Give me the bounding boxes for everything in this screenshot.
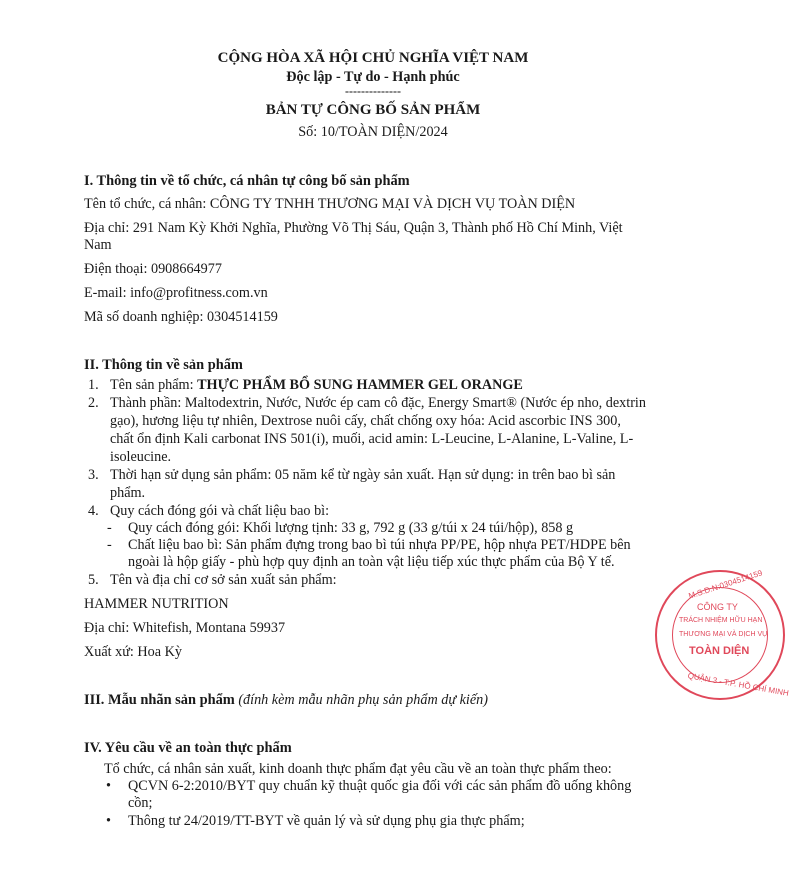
- bullet-2-marker: [106, 813, 111, 830]
- org-phone: Điện thoại: 0908664977: [84, 261, 222, 277]
- ingredients-line1: Thành phần: Maltodextrin, Nước, Nước ép cam cô đặc, Energy Smart® (Nước ép nho, dextrin: [110, 395, 646, 411]
- republic-title: CỘNG HÒA XÃ HỘI CHỦ NGHĨA VIỆT NAM: [217, 50, 529, 66]
- item-4-number: 4.: [88, 503, 99, 519]
- dash-2: -: [107, 537, 112, 553]
- dash-1: -: [107, 520, 112, 536]
- item-5-number: 5.: [88, 572, 99, 588]
- label-note: (đính kèm mẫu nhãn phụ sản phẩm dự kiến): [238, 692, 488, 708]
- bullet-1-marker: [106, 778, 111, 795]
- stamp-company: CÔNG TY: [697, 602, 738, 612]
- motto: Độc lập - Tự do - Hạnh phúc: [286, 69, 460, 85]
- header-divider: --------------: [345, 84, 401, 98]
- packaging-spec: Quy cách đóng gói: Khối lượng tịnh: 33 g, 792 g (33 g/túi x 24 túi/hộp), 858 g: [128, 520, 574, 536]
- ingredients-line3: chất ổn định Kali carbonat INS 501(i), muối, acid amin: L-Leucine, L-Alanine, L-Valine, L-: [110, 431, 634, 447]
- section-3-heading: [84, 692, 488, 709]
- stamp-line2: TRÁCH NHIỆM HỮU HẠN: [679, 617, 763, 624]
- stamp-line3: THƯƠNG MẠI VÀ DỊCH VỤ: [679, 631, 768, 638]
- section-3-title: III. Mẫu nhãn sản phẩm: [84, 692, 235, 708]
- regulation-2: Thông tư 24/2019/TT-BYT về quản lý và sử dụng phụ gia thực phẩm;: [128, 813, 525, 829]
- org-email: E-mail: info@profitness.com.vn: [84, 285, 268, 301]
- stamp-line4: TOÀN DIỆN: [689, 645, 750, 657]
- item-1-text: [110, 377, 523, 394]
- origin: Xuất xứ: Hoa Kỳ: [84, 644, 182, 660]
- item-1-number: 1.: [88, 377, 99, 393]
- manufacturer-address: Địa chỉ: Whitefish, Montana 59937: [84, 620, 286, 636]
- item-2-number: 2.: [88, 395, 99, 411]
- shelf-life-line1: Thời hạn sử dụng sản phẩm: 05 năm kể từ ngày sản xuất. Hạn sử dụng: in trên bao bì sản: [110, 467, 616, 483]
- safety-intro: Tổ chức, cá nhân sản xuất, kinh doanh thực phẩm đạt yêu cầu về an toàn thực phẩm theo:: [104, 761, 612, 777]
- manufacturer-name: HAMMER NUTRITION: [84, 596, 229, 612]
- packaging-material-line2: ngoài là hộp giấy - phù hợp quy định an toàn vật liệu tiếp xúc thực phẩm của Bộ Y tế.: [128, 554, 615, 570]
- document-title: BẢN TỰ CÔNG BỐ SẢN PHẨM: [265, 102, 481, 118]
- regulation-1-line2: cồn;: [128, 795, 153, 811]
- org-name: Tên tổ chức, cá nhân: CÔNG TY TNHH THƯƠNG MẠI VÀ DỊCH VỤ TOÀN DIỆN: [84, 196, 576, 212]
- regulation-1-line1: QCVN 6-2:2010/BYT quy chuẩn kỹ thuật quốc gia đối với các sản phẩm đồ uống không: [128, 778, 632, 794]
- section-2-heading: II. Thông tin về sản phẩm: [84, 357, 243, 373]
- org-tax-code: Mã số doanh nghiệp: 0304514159: [84, 309, 278, 325]
- manufacturer-heading: Tên và địa chỉ cơ sở sản xuất sản phẩm:: [110, 572, 337, 588]
- company-stamp: [655, 568, 789, 700]
- packaging-heading: Quy cách đóng gói và chất liệu bao bì:: [110, 503, 330, 519]
- stamp-tax-number: M.S.D.N:0304514159: [687, 568, 764, 601]
- org-address-line1: Địa chỉ: 291 Nam Kỳ Khởi Nghĩa, Phường Võ Thị Sáu, Quận 3, Thành phố Hồ Chí Minh, Việt: [84, 220, 623, 236]
- section-1-heading: I. Thông tin về tổ chức, cá nhân tự công bố sản phẩm: [84, 173, 410, 189]
- ingredients-line2: gạo), hương liệu tự nhiên, Dextrose nuôi cấy, chất chống oxy hóa: Acid ascorbic INS 300,: [110, 413, 621, 429]
- shelf-life-line2: phẩm.: [110, 485, 146, 501]
- ingredients-line4: isoleucine.: [110, 449, 172, 465]
- product-name: THỰC PHẨM BỔ SUNG HAMMER GEL ORANGE: [197, 377, 523, 393]
- item-3-number: 3.: [88, 467, 99, 483]
- document-number: Số: 10/TOÀN DIỆN/2024: [298, 124, 448, 140]
- packaging-material-line1: Chất liệu bao bì: Sản phẩm đựng trong bao bì túi nhựa PP/PE, hộp nhựa PET/HDPE bên: [128, 537, 631, 553]
- section-4-heading: IV. Yêu cầu về an toàn thực phẩm: [84, 740, 292, 756]
- product-name-label: Tên sản phẩm:: [110, 377, 198, 393]
- stamp-city: QUẬN 3 - T.P. HỒ CHÍ MINH: [686, 671, 789, 698]
- org-address-line2: Nam: [84, 237, 112, 253]
